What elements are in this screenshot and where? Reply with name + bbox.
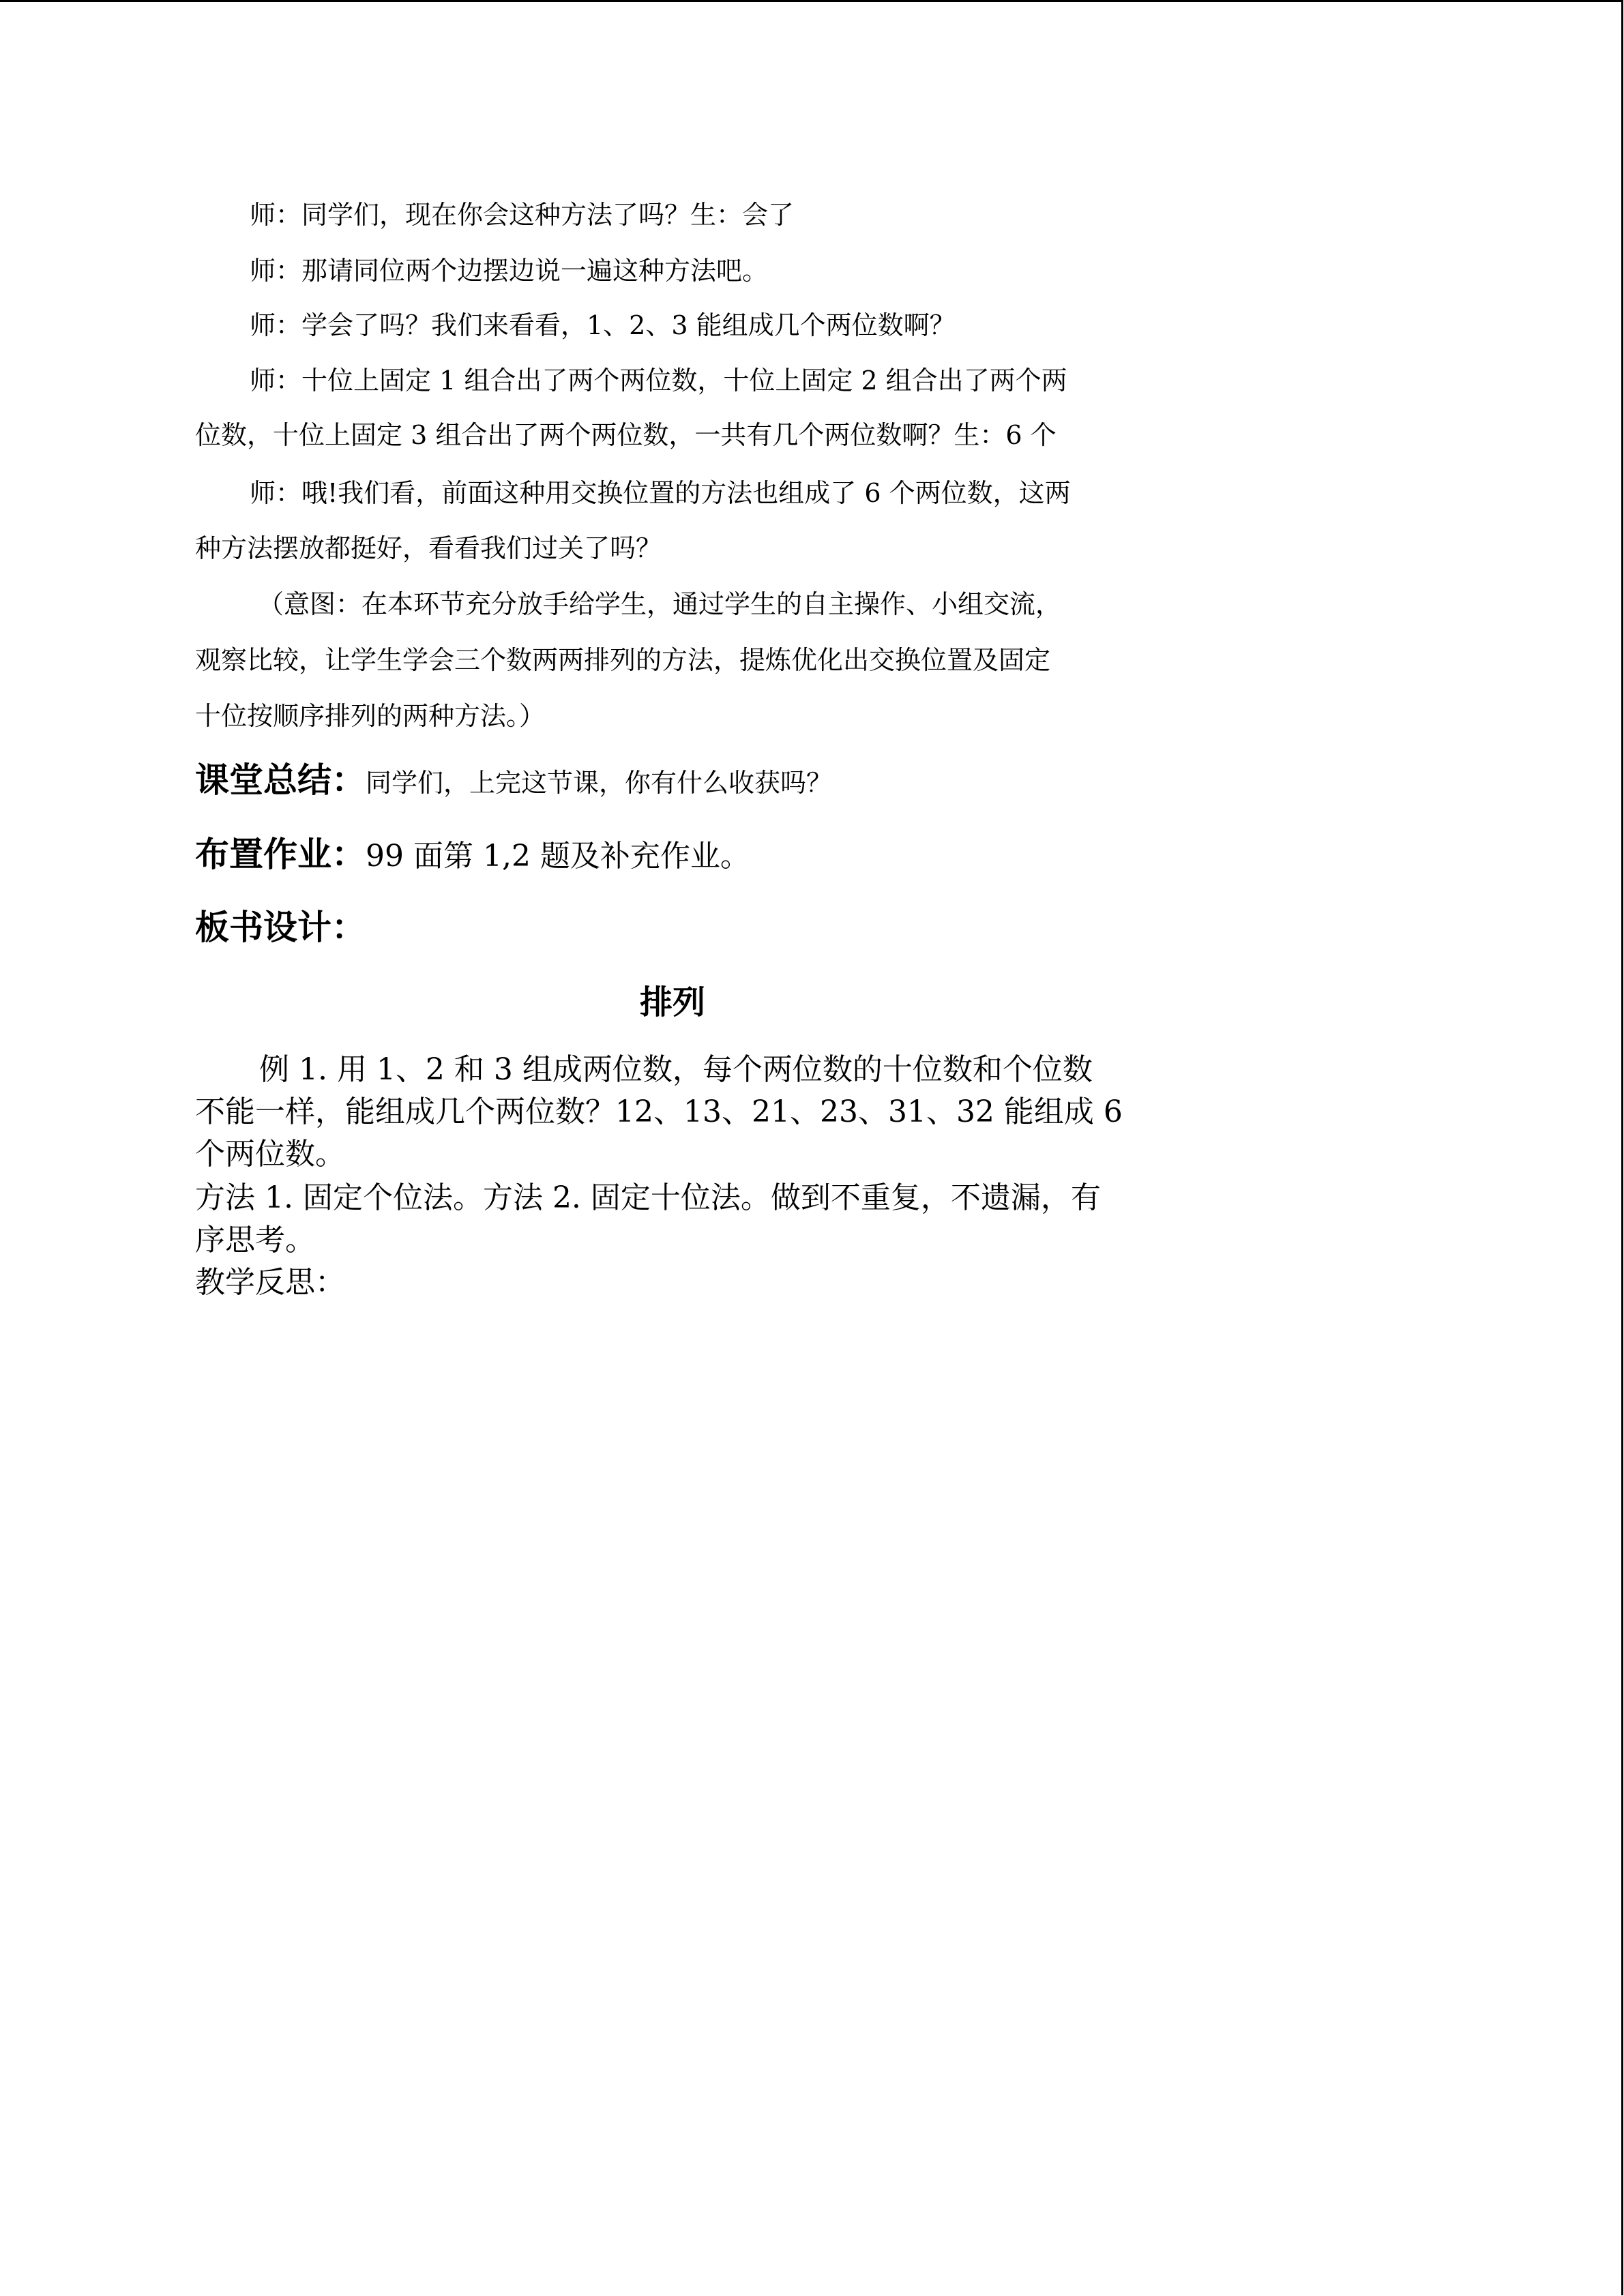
homework-text: 99 面第 1,2 题及补充作业。 <box>366 839 750 874</box>
summary-text: 同学们，上完这节课，你有什么收获吗？ <box>366 768 833 798</box>
homework-label: 布置作业： <box>195 835 366 874</box>
board-line-1: 例 1. 用 1、2 和 3 组成两位数，每个两位数的十位数和个位数 <box>259 1052 1093 1087</box>
homework-heading <box>195 833 750 878</box>
intent-line-1: （意图：在本环节充分放手给学生，通过学生的自主操作、小组交流， <box>258 589 1062 619</box>
board-design-heading: 板书设计： <box>195 908 366 947</box>
board-title: 排列 <box>639 983 705 1022</box>
teaching-reflection-label: 教学反思： <box>195 1265 345 1300</box>
dialogue-line-2: 师：那请同位两个边摆边说一遍这种方法吧。 <box>250 256 769 286</box>
board-line-4: 方法 1. 固定个位法。方法 2. 固定十位法。做到不重复，不遗漏，有 <box>195 1180 1101 1215</box>
dialogue-line-5: 位数，十位上固定 3 组合出了两个两位数，一共有几个两位数啊？生：6 个 <box>195 420 1057 450</box>
board-line-3: 个两位数。 <box>195 1137 345 1172</box>
dialogue-line-6: 师：哦!我们看，前面这种用交换位置的方法也组成了 6 个两位数，这两 <box>250 478 1071 508</box>
summary-label: 课堂总结： <box>195 760 366 800</box>
board-line-5: 序思考。 <box>195 1223 315 1257</box>
intent-line-3: 十位按顺序排列的两种方法。） <box>195 701 546 731</box>
dialogue-line-7: 种方法摆放都挺好，看看我们过关了吗？ <box>195 533 662 563</box>
summary-heading <box>195 758 832 805</box>
intent-line-2: 观察比较，让学生学会三个数两两排列的方法，提炼优化出交换位置及固定 <box>195 645 1051 675</box>
dialogue-line-1: 师：同学们，现在你会这种方法了吗？生：会了 <box>250 200 795 230</box>
dialogue-line-3: 师：学会了吗？我们来看看，1、2、3 能组成几个两位数啊？ <box>250 310 956 340</box>
dialogue-line-4: 师：十位上固定 1 组合出了两个两位数，十位上固定 2 组合出了两个两 <box>250 366 1067 396</box>
board-line-2: 不能一样，能组成几个两位数？12、13、21、23、31、32 能组成 6 <box>195 1094 1123 1129</box>
